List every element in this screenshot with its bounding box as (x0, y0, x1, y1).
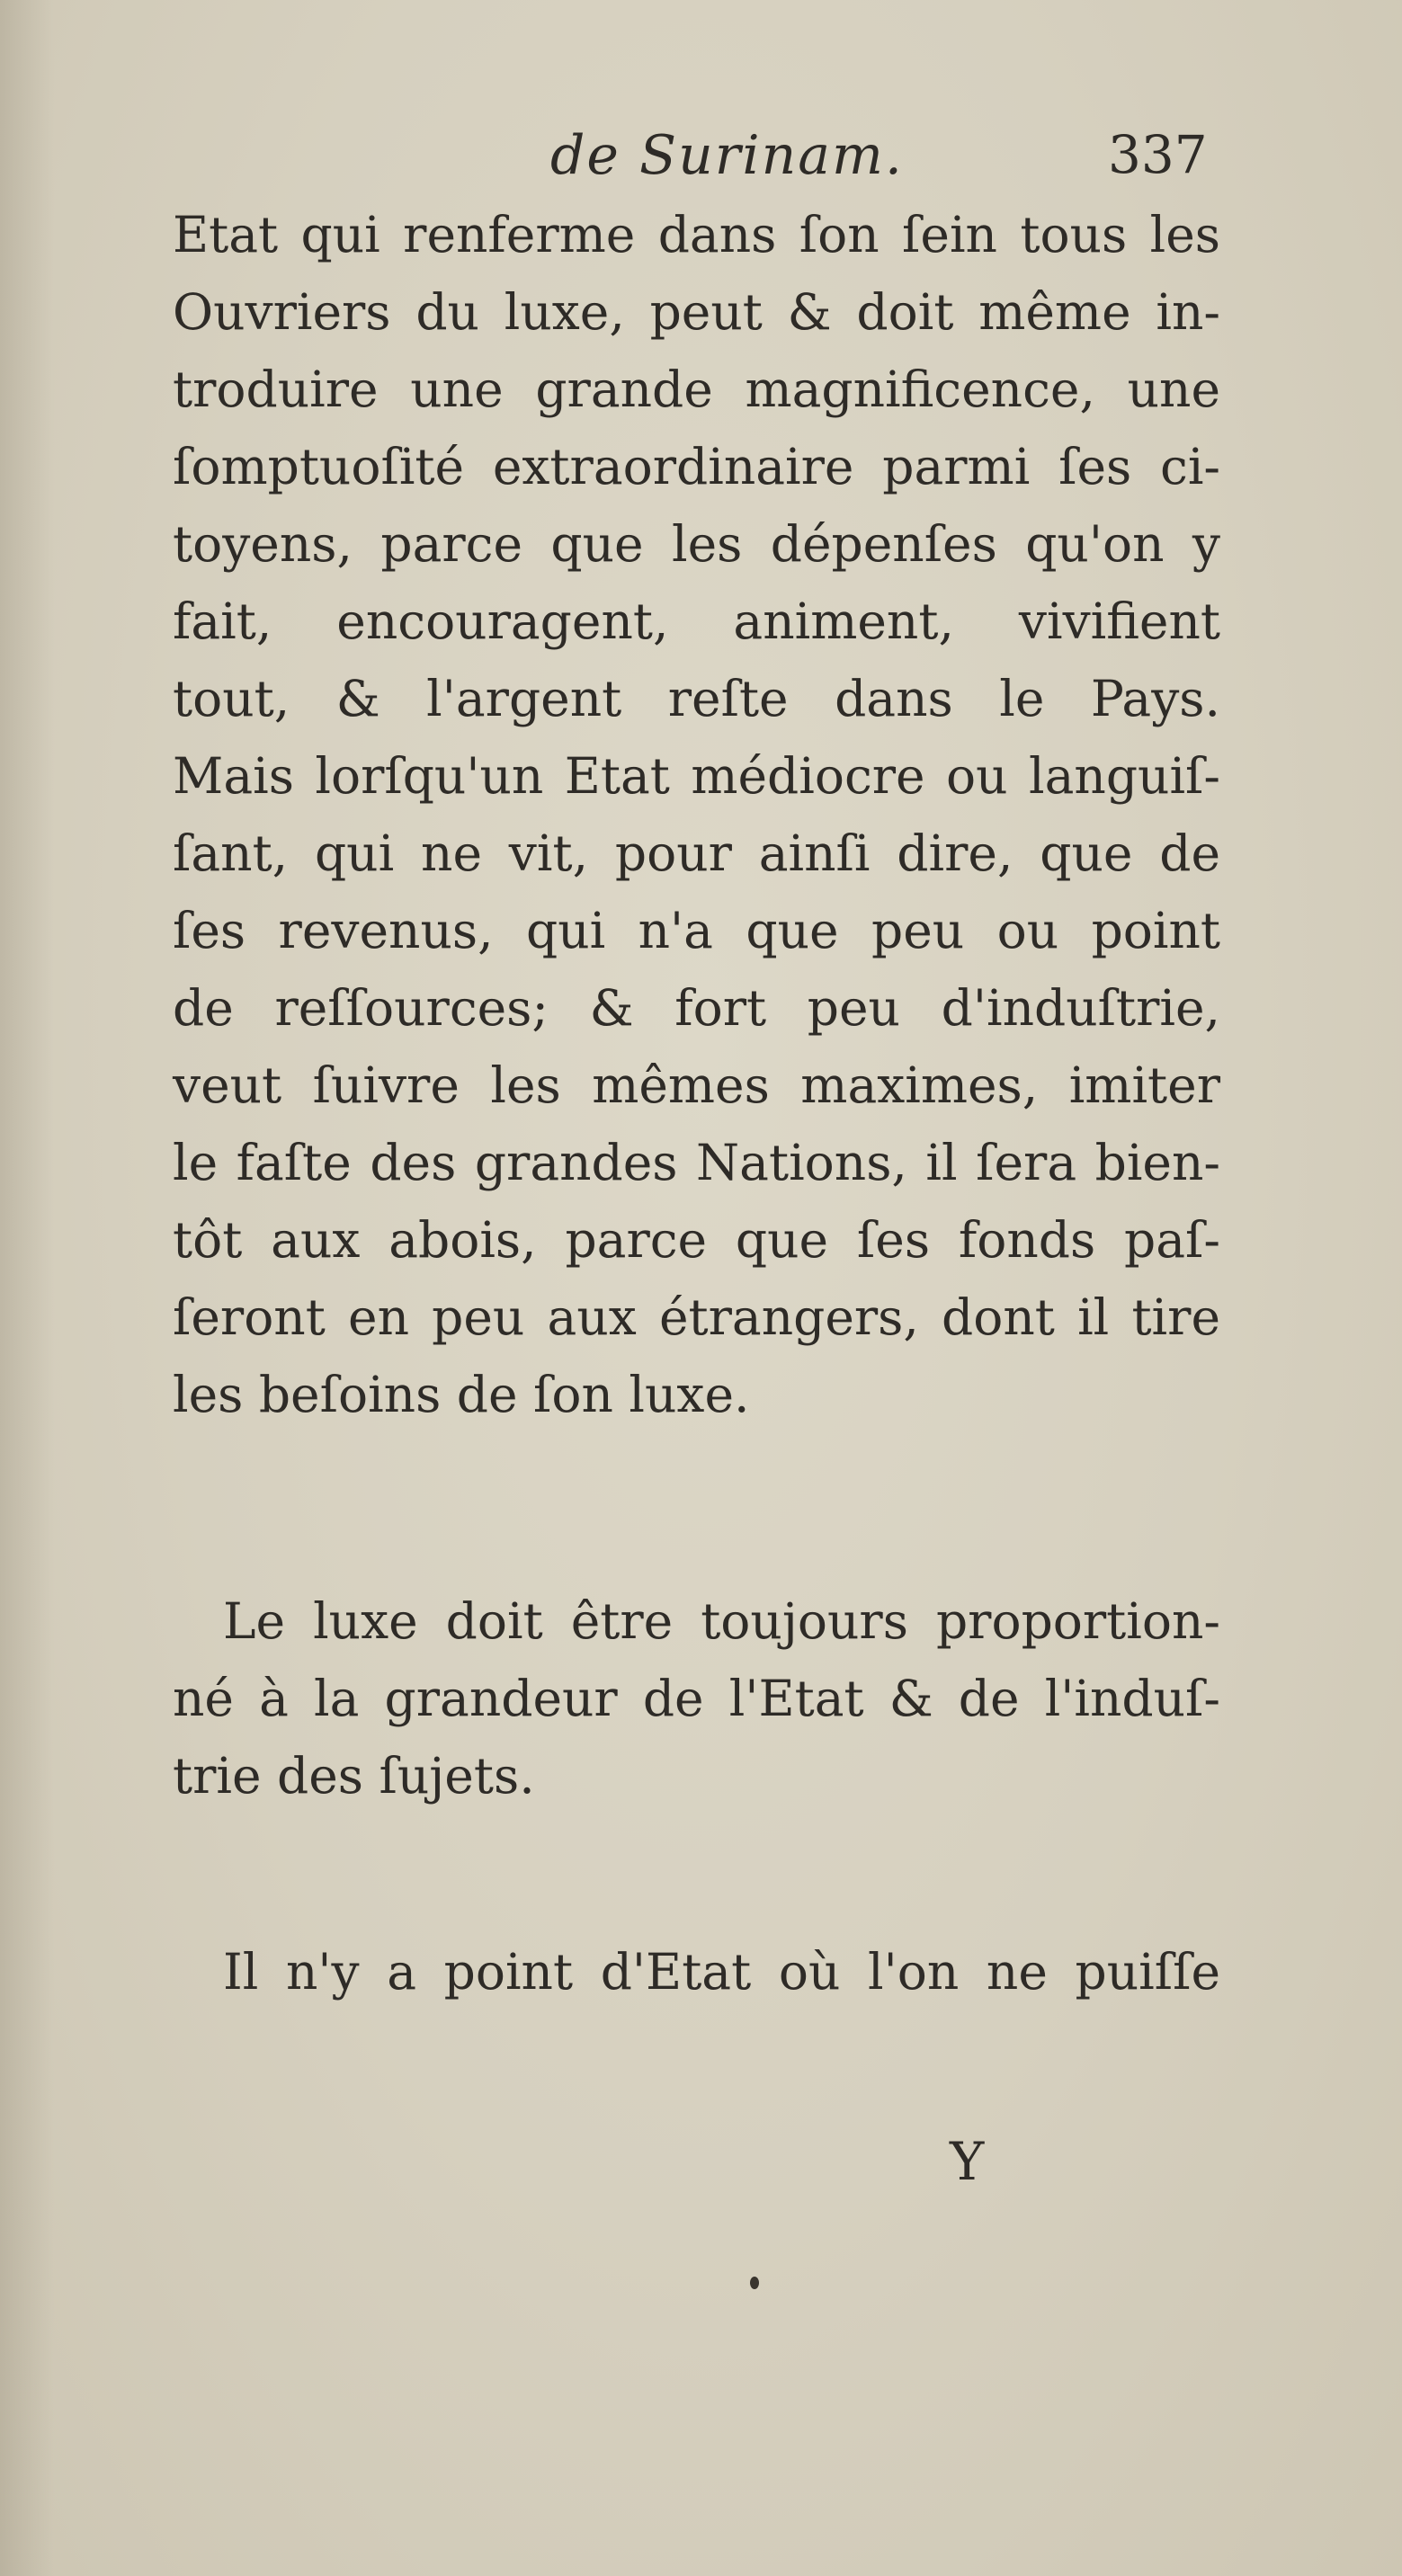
text-line: tout, & l'argent reſte dans le Pays. (173, 670, 1220, 727)
text-line: toyens, parce que les dépenſes qu'on y (173, 515, 1220, 573)
paragraph-spacer (173, 1814, 1220, 1933)
text-line: ſant, qui ne vit, pour ainſi dire, que de (173, 824, 1220, 882)
text-line: veut ſuivre les mêmes maximes, imiter (173, 1056, 1220, 1114)
page-number: 337 (1108, 124, 1208, 185)
text-line: Il n'y a point d'Etat où l'on ne puiſſe (223, 1943, 1220, 2001)
text-line: ſomptuoſité extraordinaire parmi ſes ci- (173, 438, 1220, 495)
signature-mark: Y (950, 2131, 985, 2192)
running-head (0, 124, 1402, 187)
text-line: Ouvriers du luxe, peut & doit même in- (173, 283, 1220, 341)
text-line: fait, encouragent, animent, vivifient (173, 593, 1220, 650)
paragraph-3 (173, 1933, 1220, 2010)
text-line: ſes revenus, qui n'a que peu ou point (173, 902, 1220, 959)
text-line: né à la grandeur de l'Etat & de l'induſ- (173, 1670, 1220, 1727)
text-line: Mais lorſqu'un Etat médiocre ou languiſ- (173, 747, 1220, 805)
text-line: tôt aux abois, parce que ſes fonds paſ- (173, 1211, 1220, 1269)
ink-speck (750, 2277, 759, 2289)
text-line: ſeront en peu aux étrangers, dont il tire (173, 1288, 1220, 1346)
paragraph-spacer (173, 1433, 1220, 1582)
text-line: trie des ſujets. (173, 1747, 535, 1805)
text-line: de reſſources; & fort peu d'induſtrie, (173, 979, 1220, 1037)
paragraph-1 (173, 196, 1220, 1433)
running-title: de Surinam. (550, 124, 904, 187)
text-line: le faſte des grandes Nations, il ſera bien- (173, 1134, 1220, 1191)
text-line: Etat qui renferme dans ſon ſein tous les (173, 206, 1220, 263)
text-line: Le luxe doit être toujours proportion- (223, 1592, 1220, 1650)
text-line: les beſoins de ſon luxe. (173, 1366, 750, 1423)
paragraph-2 (173, 1582, 1220, 1814)
text-line: troduire une grande magnificence, une (173, 361, 1220, 418)
body-text (173, 196, 1220, 2010)
